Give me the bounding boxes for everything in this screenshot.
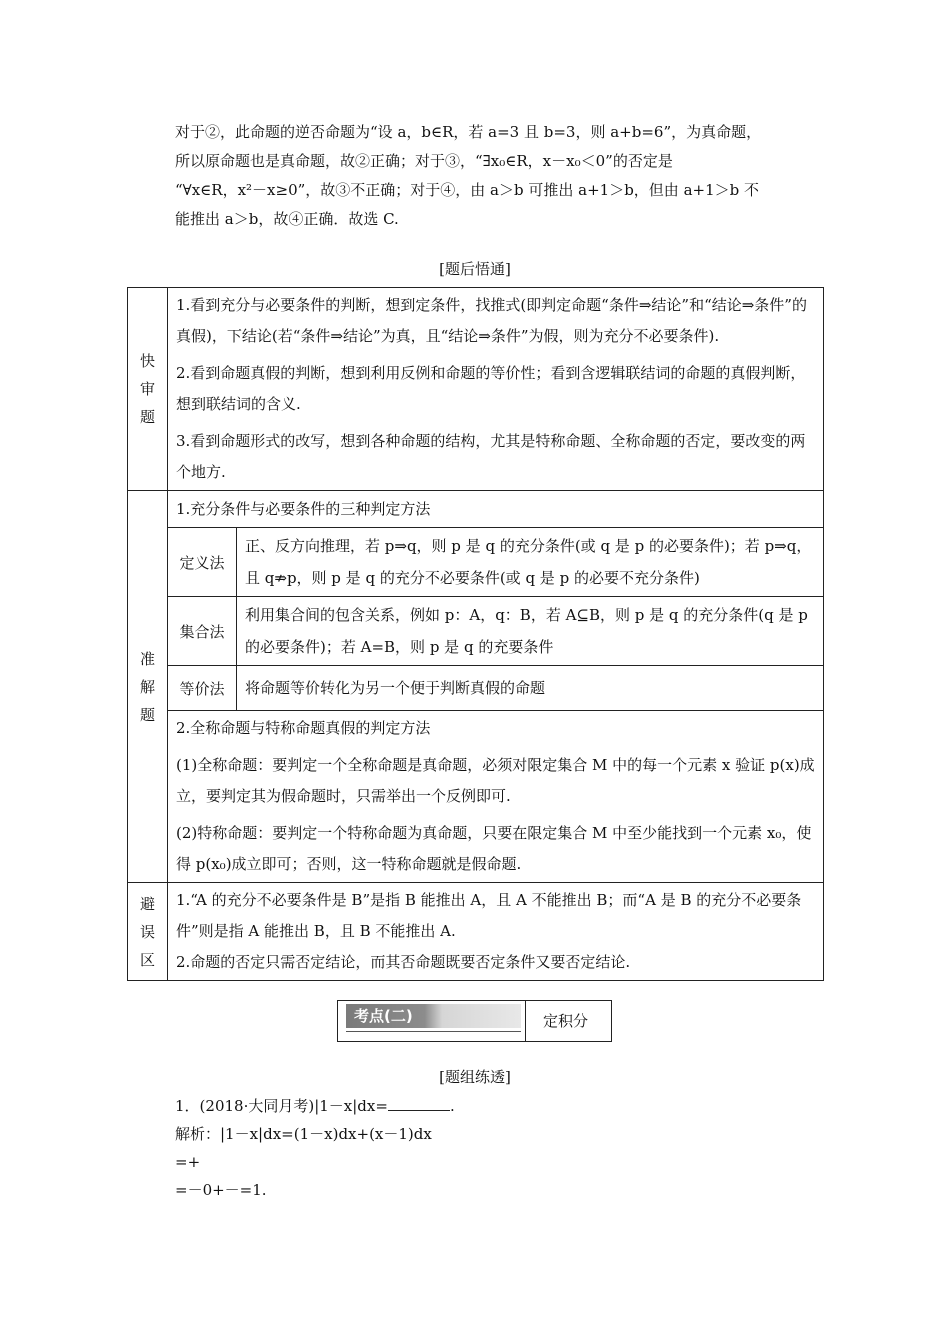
method-label: 等价法 [168,666,237,711]
intro-line: 所以原命题也是真命题，故②正确；对于③，“∃x₀∈R，x－x₀＜0”的否定是 [175,152,673,170]
kaodian-tag: 考点(二) [346,1004,521,1028]
method-row [168,597,823,666]
summary-table [127,287,824,981]
intro-paragraph [175,118,815,234]
solution-line: =+ [175,1153,201,1171]
list-item: 3.看到命题形式的改写，想到各种命题的结构，尤其是特称命题、全称命题的否定，要改变的两个地方. [176,432,806,481]
intro-line: “∀x∈R，x²－x≥0”，故③不正确；对于④，由 a＞b 可推出 a+1＞b，但由 a+1＞b 不 [175,181,759,199]
side-label-biwuqu: 避 误 区 [128,883,168,981]
kaodian-underline [346,1031,521,1032]
answer-blank [388,1096,450,1111]
intro-line: 能推出 a＞b，故④正确．故选 C. [175,210,399,228]
method-row [168,528,823,597]
method-row [168,666,823,711]
exercise-block [175,1092,455,1204]
solution-line: 解析：|1－x|dx=(1－x)dx+(x－1)dx [175,1125,432,1143]
solution-line: =－0+－=1. [175,1181,267,1199]
method-heading: 1.充分条件与必要条件的三种判定方法 [168,491,823,528]
section-title-tizuliantou: [题组练透] [439,1068,511,1086]
method-label: 集合法 [168,597,237,666]
side-label-kuaishenti: 快 审 题 [128,288,168,491]
row-kuaishenti [128,288,824,491]
kaodian-header [337,1000,612,1042]
list-item: 2.看到命题真假的判断，想到利用反例和命题的等价性；看到含逻辑联结词的命题的真假判断，想到联结词的含义. [176,364,806,413]
list-item: 2.命题的否定只需否定结论，而其否命题既要否定条件又要否定结论. [176,953,631,971]
list-item: (1)全称命题：要判定一个全称命题是真命题，必须对限定集合 M 中的每一个元素 x 验证 p(x)成立，要判定其为假命题时，只需举出一个反例即可. [176,756,815,805]
section-title-tihouwutong: [题后悟通] [439,260,511,278]
method-text: 将命题等价转化为另一个便于判断真假的命题 [245,679,546,697]
list-item: 1.看到充分与必要条件的判断，想到定条件，找推式(即判定命题“条件⇒结论”和“结论⇒条件”的真假)，下结论(若“条件⇒结论”为真，且“结论⇒条件”为假，则为充分不必要条件). [176,296,807,345]
row-zhunjieti [128,491,824,883]
kaodian-title: 定积分 [543,1012,589,1030]
list-item: (2)特称命题：要判定一个特称命题为真命题，只要在限定集合 M 中至少能找到一个元素 x₀，使得 p(x₀)成立即可；否则，这一特称命题就是假命题. [176,824,812,873]
method-label: 定义法 [168,528,237,597]
intro-line: 对于②，此命题的逆否命题为“设 a，b∈R，若 a=3 且 b=3，则 a+b=6”，为真命题， [175,123,762,141]
divider [525,1001,526,1041]
method-text: 利用集合间的包含关系，例如 p：A，q：B，若 A⊆B，则 p 是 q 的充分条件(q 是 p 的必要条件)；若 A=B，则 p 是 q 的充要条件 [237,597,824,666]
method-table [168,528,823,711]
side-label-zhunjieti: 准 解 题 [128,491,168,883]
question-1: 1．(2018·大同月考)|1－x|dx= . [175,1097,455,1115]
method-heading-2: 2.全称命题与特称命题真假的判定方法 [176,719,431,737]
list-item: 1.“A 的充分不必要条件是 B”是指 B 能推出 A，且 A 不能推出 B；而“A 是 B 的充分不必要条件”则是指 A 能推出 B，且 B 不能推出 A. [176,891,802,940]
method-text: 正、反方向推理，若 p⇒q，则 p 是 q 的充分条件(或 q 是 p 的必要条件)；若 p⇒q，且 q⇏p，则 p 是 q 的充分不必要条件(或 q 是 p 的必要不充分条件) [237,528,824,597]
row-biwuqu [128,883,824,981]
